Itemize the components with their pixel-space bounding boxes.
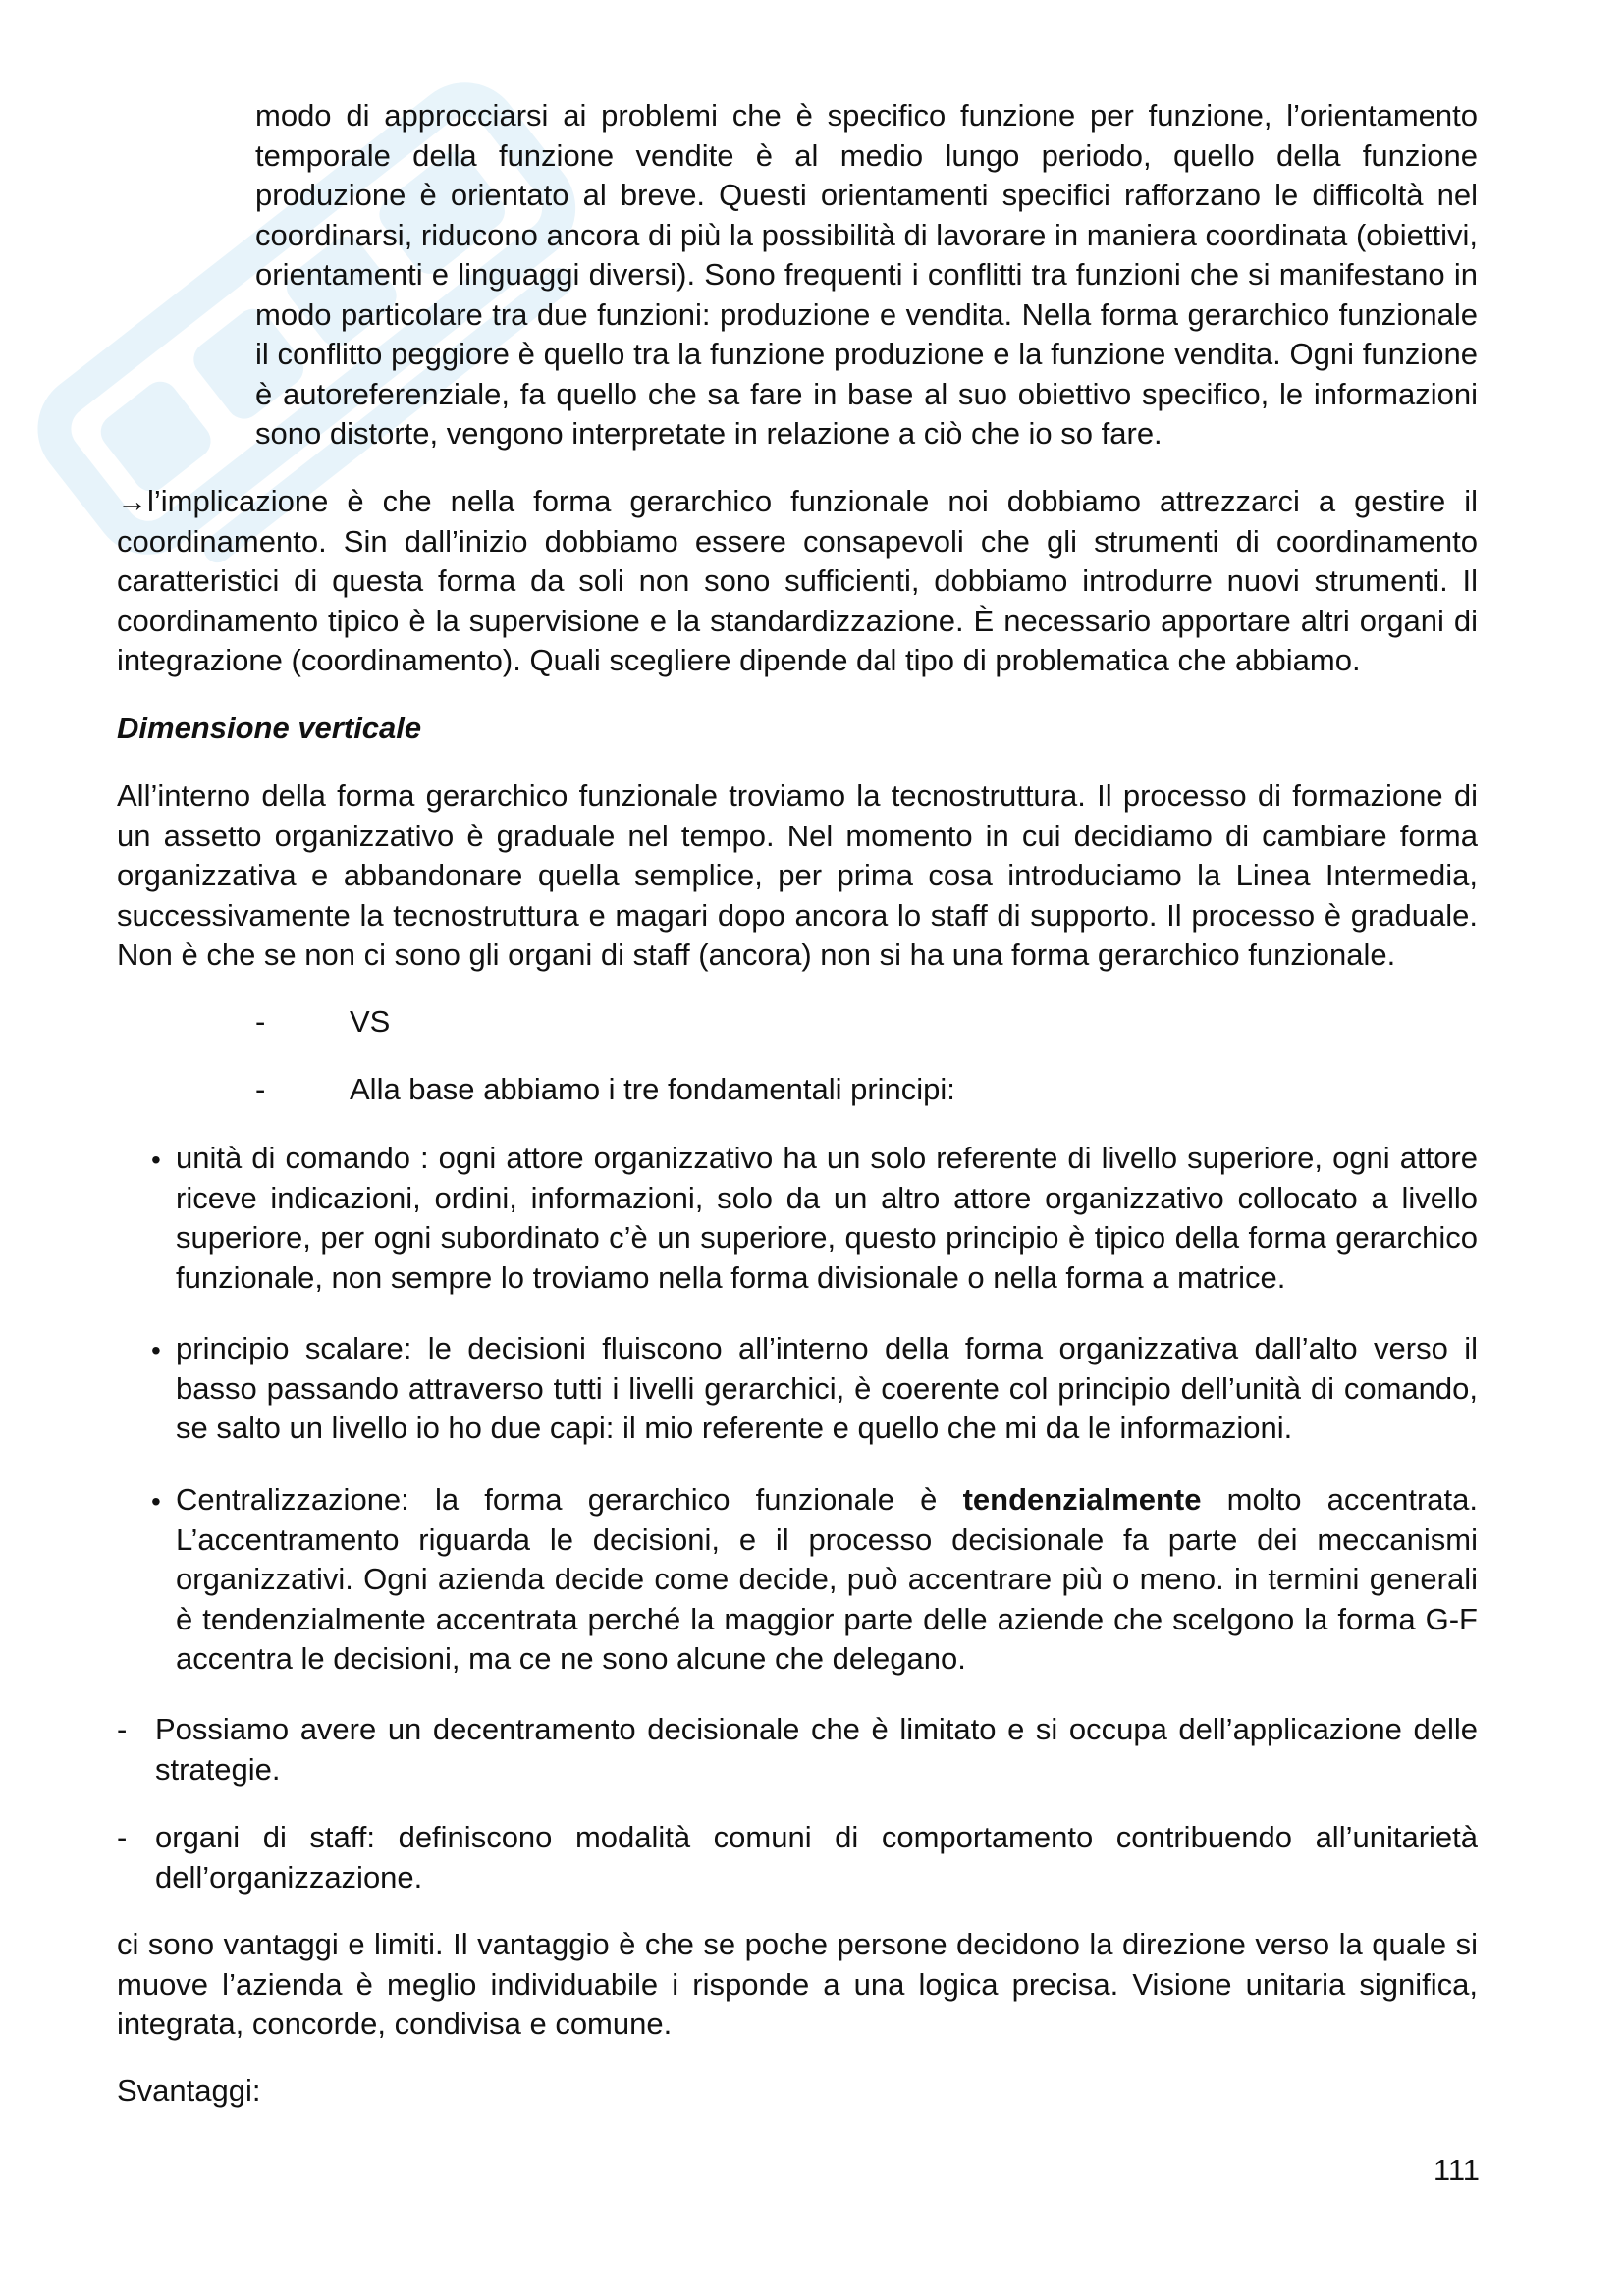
bullet-unita-di-comando: unità di comando : ogni attore organizzativo ha un solo referente di livello superiore, ogni attore riceve indicazioni, ordini, informazioni, solo da un altro attore organizzativo collocato a livello superiore, per ogni subordinato c’è un superiore, questo principio è tipico della forma gerarchico funzionale, non sempre lo troviamo nella forma divisionale o nella forma a matrice. [176, 1141, 1478, 1295]
dash-item-organi-di-staff: organi di staff: definiscono modalità comuni di comportamento contribuendo all’unitarietà dell’organizzazione. [155, 1820, 1478, 1895]
paragraph-functional-orientation: modo di approcciarsi ai problemi che è specifico funzione per funzione, l’orientamento temporale della funzione vendite è al medio lungo periodo, quello della funzione produzione è orientato al breve. Questi orientamenti specifici rafforzano le difficoltà nel coordinarsi, riducono ancora di più la possibilità di lavorare in maniera coordinata (obiettivi, orientamenti e linguaggi diversi). Sono frequenti i conflitti tra funzioni che si manifestano in modo particolare tra due funzioni: produzione e vendita. Nella forma gerarchico funzionale il conflitto peggiore è quello tra la funzione produzione e la funzione vendita. Ogni funzione è autoreferenziale, fa quello che sa fare in base al suo obiettivo specifico, le informazioni sono distorte, vengono interpretate in relazione a ciò che io so fare. [255, 98, 1478, 451]
bold-term-tendenzialmente: tendenzialmente [962, 1482, 1202, 1517]
bullet-centralizzazione [176, 1480, 1478, 1680]
bullet-marker: • [151, 1486, 161, 1517]
dash-marker: - [117, 1712, 128, 1746]
paragraph-svantaggi: Svantaggi: [117, 2073, 261, 2108]
paragraph-vantaggi-limiti: ci sono vantaggi e limiti. Il vantaggio è che se poche persone decidono la direzione verso la quale si muove l’azienda è meglio individuabile i risponde a una logica precisa. Visione unitaria significa, integrata, concorde, condivisa e comune. [117, 1927, 1478, 2041]
dash-item-decentramento: Possiamo avere un decentramento decisionale che è limitato e si occupa dell’applicazione delle strategie. [155, 1712, 1478, 1787]
list-item-vs: VS [350, 1004, 391, 1039]
bullet-principio-scalare: principio scalare: le decisioni fluiscono all’interno della forma organizzativa dall’alto verso il basso passando attraverso tutti i livelli gerarchici, è coerente col principio dell’unità di comando, se salto un livello io ho due capi: il mio referente e quello che mi da le informazioni. [176, 1331, 1478, 1445]
bullet-centralizzazione-text-start: Centralizzazione: la forma gerarchico funzionale è [176, 1482, 963, 1517]
page-number: 111 [1433, 2153, 1480, 2187]
bullet-centralizzazione-text-end: molto accentrata. L’accentramento riguarda le decisioni, e il processo decisionale fa parte dei meccanismi organizzativi. Ogni azienda decide come decide, può accentrare più o meno. in termini generali è tendenzialmente accentrata perché la maggior parte delle aziende che scelgono la forma G-F accentra le decisioni, ma ce ne sono alcune che delegano. [176, 1482, 1478, 1676]
bullet-marker: • [151, 1145, 161, 1175]
list-item-principles-intro: Alla base abbiamo i tre fondamentali principi: [350, 1072, 955, 1106]
section-heading-dimensione-verticale: Dimensione verticale [117, 711, 422, 745]
dash-marker: - [117, 1820, 128, 1854]
dash-marker: - [255, 1004, 266, 1039]
bullet-marker: • [151, 1335, 161, 1365]
paragraph-tecnostruttura: All’interno della forma gerarchico funzionale troviamo la tecnostruttura. Il processo di formazione di un assetto organizzativo è graduale nel tempo. Nel momento in cui decidiamo di cambiare forma organizzativa e abbandonare quella semplice, per prima cosa introduciamo la Linea Intermedia, successivamente la tecnostruttura e magari dopo ancora lo staff di supporto. Il processo è graduale. Non è che se non ci sono gli organi di staff (ancora) non si ha una forma gerarchico funzionale. [117, 778, 1478, 972]
dash-marker: - [255, 1072, 266, 1106]
paragraph-implication-coordination: →l’implicazione è che nella forma gerarchico funzionale noi dobbiamo attrezzarci a gestire il coordinamento. Sin dall’inizio dobbiamo essere consapevoli che gli strumenti di coordinamento caratteristici di questa forma da soli non sono sufficienti, dobbiamo introdurre nuovi strumenti. Il coordinamento tipico è la supervisione e la standardizzazione. È necessario apportare altri organi di integrazione (coordinamento). Quali scegliere dipende dal tipo di problematica che abbiamo. [117, 484, 1478, 677]
